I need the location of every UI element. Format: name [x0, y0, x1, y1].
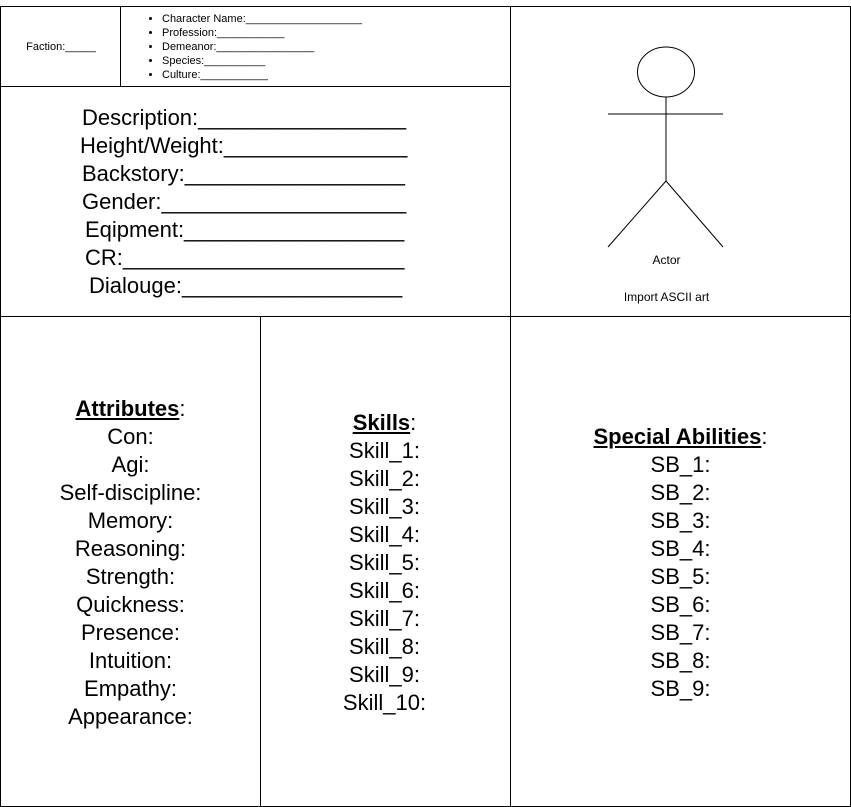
skill-9[interactable]: Skill_9:: [349, 662, 420, 687]
character-name-field[interactable]: • Character Name:___________________: [162, 12, 362, 26]
special-ability-7[interactable]: SB_7:: [650, 620, 711, 645]
attribute-appearance[interactable]: Appearance:: [68, 704, 193, 729]
gender-field[interactable]: Gender:____________________: [82, 189, 407, 214]
skills-colon: :: [410, 410, 417, 435]
skill-4[interactable]: Skill_4:: [349, 522, 420, 547]
special-ability-1[interactable]: SB_1:: [650, 452, 711, 477]
faction-field[interactable]: Faction:_____: [26, 40, 96, 53]
skill-2[interactable]: Skill_2:: [349, 466, 420, 491]
attributes-colon: :: [179, 396, 186, 421]
dialogue-field[interactable]: Dialouge:__________________: [89, 273, 403, 298]
attributes-title: Attributes: [75, 396, 180, 421]
skills-list: [261, 409, 510, 717]
species-field[interactable]: • Species:__________: [162, 54, 362, 68]
height-weight-field[interactable]: Height/Weight:_______________: [80, 133, 408, 158]
cr-field[interactable]: CR:_______________________: [85, 245, 405, 270]
attribute-empathy[interactable]: Empathy:: [84, 676, 177, 701]
special-ability-3[interactable]: SB_3:: [650, 508, 711, 533]
attributes-list: [1, 395, 260, 731]
skills-heading: [261, 409, 508, 437]
actor-cell: [510, 6, 851, 317]
skill-10[interactable]: Skill_10:: [342, 690, 427, 715]
backstory-field[interactable]: Backstory:__________________: [82, 161, 405, 186]
attribute-intuition[interactable]: Intuition:: [88, 648, 173, 673]
special-ability-8[interactable]: SB_8:: [650, 648, 711, 673]
attribute-self-discipline[interactable]: Self-discipline:: [59, 480, 202, 505]
special-abilities-title: Special Abilities: [593, 424, 762, 449]
attribute-con[interactable]: Con:: [107, 424, 154, 449]
attributes-heading: [1, 395, 260, 423]
description-cell: [0, 86, 511, 317]
attribute-quickness[interactable]: Quickness:: [76, 592, 185, 617]
attribute-presence[interactable]: Presence:: [80, 620, 181, 645]
attribute-strength[interactable]: Strength:: [85, 564, 176, 589]
skill-1[interactable]: Skill_1:: [349, 438, 420, 463]
special-ability-5[interactable]: SB_5:: [650, 564, 711, 589]
special-abilities-list: [511, 423, 850, 703]
stick-figure-icon: [511, 7, 850, 316]
attribute-reasoning[interactable]: Reasoning:: [74, 536, 187, 561]
skills-title: Skills: [352, 410, 411, 435]
culture-field[interactable]: • Culture:___________: [162, 68, 362, 82]
special-ability-6[interactable]: SB_6:: [650, 592, 711, 617]
skills-cell: [260, 316, 511, 807]
special-abilities-colon: :: [761, 424, 768, 449]
faction-cell: [0, 6, 122, 87]
skill-3[interactable]: Skill_3:: [349, 494, 420, 519]
character-basics-list: [121, 12, 362, 82]
actor-label: Actor: [652, 253, 681, 267]
skill-8[interactable]: Skill_8:: [349, 634, 420, 659]
special-abilities-cell: [510, 316, 851, 807]
special-ability-2[interactable]: SB_2:: [650, 480, 711, 505]
description-field[interactable]: Description:_________________: [82, 105, 407, 130]
skill-7[interactable]: Skill_7:: [349, 606, 420, 631]
attribute-agi[interactable]: Agi:: [111, 452, 150, 477]
equipment-field[interactable]: Eqipment:__________________: [85, 217, 405, 242]
demeanor-field[interactable]: • Demeanor:________________: [162, 40, 362, 54]
attributes-cell: [0, 316, 261, 807]
special-abilities-heading: [511, 423, 850, 451]
profession-field[interactable]: • Profession:___________: [162, 26, 362, 40]
skill-6[interactable]: Skill_6:: [349, 578, 420, 603]
import-ascii-art-label: Import ASCII art: [623, 290, 710, 304]
skill-5[interactable]: Skill_5:: [349, 550, 420, 575]
special-ability-9[interactable]: SB_9:: [650, 676, 711, 701]
attribute-memory[interactable]: Memory:: [87, 508, 174, 533]
character-basics-cell: [120, 6, 511, 87]
special-ability-4[interactable]: SB_4:: [650, 536, 711, 561]
